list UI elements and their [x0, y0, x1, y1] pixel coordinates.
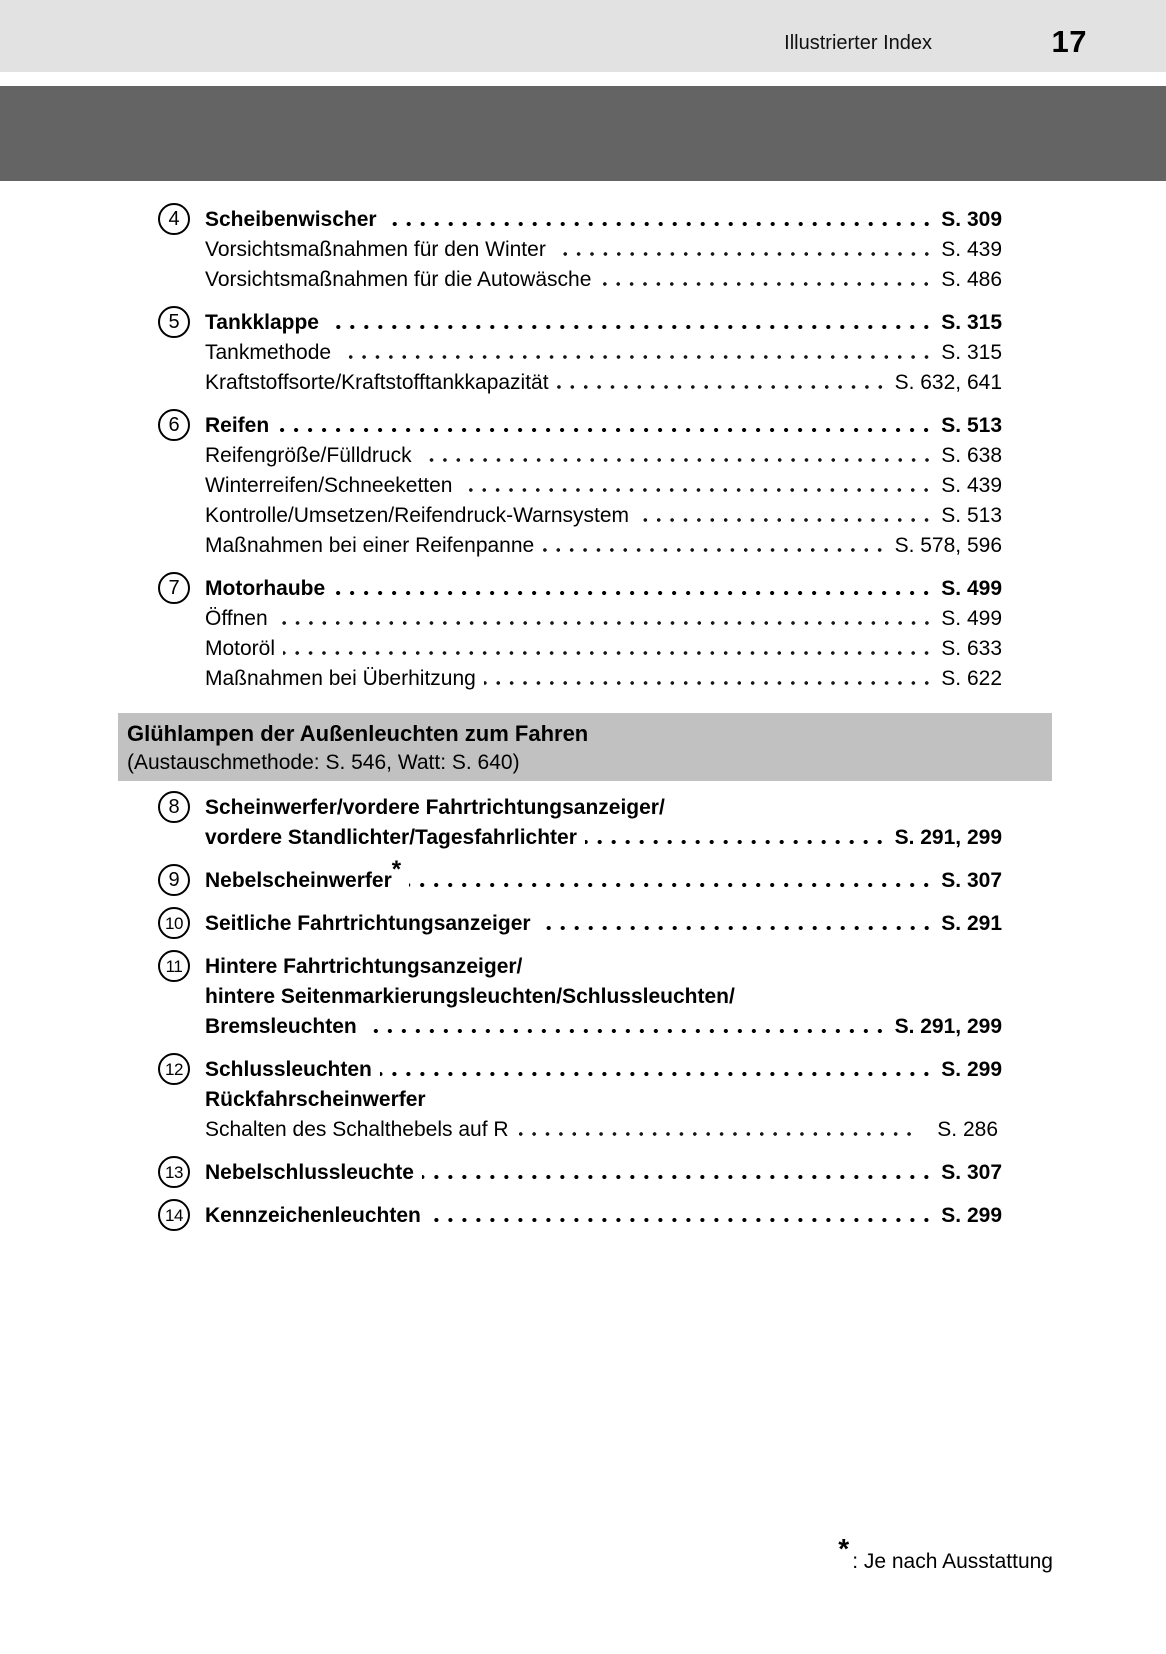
header-page-number: 17 [1051, 24, 1087, 59]
toc-subentry [0, 441, 1002, 471]
entry-number: 9 [168, 869, 180, 892]
entry-number-circle [158, 864, 190, 896]
toc-subentry [0, 471, 1002, 501]
dot-leader [577, 840, 895, 844]
entry-title: Nebelscheinwerfer [205, 869, 392, 892]
toc-entry-5 [0, 308, 1002, 338]
entry-title: Nebelschlussleuchte [205, 1161, 414, 1184]
entry-number: 10 [165, 913, 183, 933]
toc-subentry [0, 1115, 1002, 1145]
toc-section-1 [0, 180, 1002, 694]
page-ref: S. 638 [941, 444, 1002, 467]
page-ref: S. 513 [941, 504, 1002, 527]
page-ref: S. 291, 299 [894, 1015, 1002, 1038]
toc-entry-11-continued [0, 982, 1002, 1012]
entry-number-circle [158, 203, 190, 235]
entry-number-circle [158, 791, 190, 823]
toc-subentry [0, 338, 1002, 368]
page-ref: S. 307 [941, 869, 1002, 892]
dot-leader [534, 548, 894, 552]
page-ref: S. 578, 596 [894, 534, 1002, 557]
dot-leader [549, 385, 895, 389]
entry-title: Kennzeichenleuchten [205, 1204, 421, 1227]
page-ref: S. 622 [941, 667, 1002, 690]
dot-leader [268, 621, 942, 625]
toc-entry-12 [0, 1055, 1002, 1085]
dot-leader [591, 282, 941, 286]
chapter-divider-band [0, 86, 1166, 181]
toc-entry-4 [0, 205, 1002, 235]
page-ref: S. 299 [941, 1204, 1002, 1227]
page-ref: S. 513 [941, 414, 1002, 437]
footnote [815, 1530, 1053, 1593]
toc-entry-6 [0, 411, 1002, 441]
entry-number-circle [158, 1053, 190, 1085]
entry-number-circle [158, 907, 190, 939]
header-section-label: Illustrierter Index [784, 32, 932, 54]
toc-section-2 [0, 781, 1002, 1231]
entry-number: 12 [165, 1059, 183, 1079]
footnote-asterisk: * [838, 1533, 850, 1564]
entry-title-line3: Bremsleuchten [205, 1015, 357, 1038]
dot-leader [325, 591, 941, 595]
page-ref: S. 486 [941, 268, 1002, 291]
page-ref: S. 439 [941, 474, 1002, 497]
entry-title-line1: Hintere Fahrtrichtungsanzeiger/ [205, 955, 523, 978]
entry-subtitle: Rückfahrscheinwerfer [205, 1088, 426, 1111]
entry-title: Reifen [205, 414, 270, 437]
entry-title: Seitliche Fahrtrichtungsanzeiger [205, 912, 531, 935]
page-ref: S. 315 [941, 311, 1002, 334]
dot-leader [372, 1072, 941, 1076]
entry-number: 8 [168, 796, 180, 819]
dot-leader [401, 883, 941, 887]
dot-leader [421, 1218, 941, 1222]
toc-subentry [0, 235, 1002, 265]
subentry-label: Maßnahmen bei einer Reifenpanne [205, 534, 535, 557]
dot-leader [414, 1175, 941, 1179]
footnote-text: : Je nach Ausstattung [852, 1550, 1053, 1573]
toc-subentry [0, 368, 1002, 398]
toc-subentry [0, 265, 1002, 295]
toc-subentry [0, 531, 1002, 561]
entry-number-circle [158, 950, 190, 982]
toc-entry-11-continued [0, 1012, 1002, 1042]
dot-leader [452, 488, 941, 492]
page-ref: S. 439 [941, 238, 1002, 261]
dot-leader [412, 458, 942, 462]
page-ref: S. 291 [941, 912, 1002, 935]
subentry-label: Reifengröße/Fülldruck [205, 444, 412, 467]
toc-entry-7 [0, 574, 1002, 604]
entry-number: 13 [165, 1162, 183, 1182]
entry-number: 11 [165, 956, 183, 976]
page-ref: S. 309 [941, 208, 1002, 231]
page-header [0, 0, 1166, 72]
entry-title-line1: Scheinwerfer/vordere Fahrtrichtungsanzeiger/ [205, 796, 665, 819]
toc-entry-14 [0, 1201, 1002, 1231]
entry-number-circle [158, 1156, 190, 1188]
dot-leader [275, 651, 941, 655]
toc-subentry [0, 634, 1002, 664]
subentry-label: Öffnen [205, 607, 268, 630]
dot-leader [331, 355, 941, 359]
toc-entry-8-continued [0, 823, 1002, 853]
entry-title: Schlussleuchten [205, 1058, 372, 1081]
page-ref: S. 499 [941, 577, 1002, 600]
dot-leader [546, 252, 941, 256]
toc-entry-10 [0, 909, 1002, 939]
entry-title: Motorhaube [205, 577, 326, 600]
subentry-label: Motoröl [205, 637, 276, 660]
entry-title-line2: vordere Standlichter/Tagesfahrlichter [205, 826, 577, 849]
subentry-label: Vorsichtsmaßnahmen für den Winter [205, 238, 546, 261]
entry-title: Scheibenwischer [205, 208, 377, 231]
entry-number: 5 [168, 311, 180, 334]
toc-entry-9: 9 Nebelscheinwerfer * S. 307 [0, 866, 1002, 896]
subentry-label: Kontrolle/Umsetzen/Reifendruck-Warnsystem [205, 504, 630, 527]
toc-subentry [0, 501, 1002, 531]
entry-number-circle [158, 306, 190, 338]
page-ref: S. 291, 299 [894, 826, 1002, 849]
page-ref: S. 633 [941, 637, 1002, 660]
page-ref: S. 286 [937, 1118, 998, 1141]
entry-number: 6 [168, 414, 180, 437]
entry-title-line2: hintere Seitenmarkierungsleuchten/Schlussleuchten/ [205, 985, 735, 1008]
page-ref: S. 632, 641 [894, 371, 1002, 394]
page-ref: S. 307 [941, 1161, 1002, 1184]
dot-leader [269, 428, 941, 432]
entry-number: 14 [165, 1205, 183, 1225]
subentry-label: Kraftstoffsorte/Kraftstofftankkapazität [205, 371, 549, 394]
dot-leader [629, 518, 941, 522]
subentry-label: Maßnahmen bei Überhitzung [205, 667, 476, 690]
entry-title: Tankklappe [205, 311, 319, 334]
toc-entry-13 [0, 1158, 1002, 1188]
dot-leader [509, 1132, 924, 1136]
page-ref: S. 499 [941, 607, 1002, 630]
dot-leader [476, 681, 941, 685]
subentry-label: Schalten des Schalthebels auf R [205, 1118, 509, 1141]
subentry-label: Vorsichtsmaßnahmen für die Autowäsche [205, 268, 592, 291]
subentry-label: Tankmethode [205, 341, 332, 364]
toc-entry-8 [0, 793, 1002, 823]
entry-number-circle [158, 572, 190, 604]
dot-leader [319, 325, 941, 329]
dot-leader [531, 926, 942, 930]
entry-number-circle [158, 409, 190, 441]
section-banner [118, 713, 1052, 781]
toc-entry-12-subtitle [0, 1085, 1002, 1115]
toc-subentry [0, 664, 1002, 694]
page-ref: S. 315 [941, 341, 1002, 364]
subentry-label: Winterreifen/Schneeketten [205, 474, 453, 497]
page-ref: S. 299 [941, 1058, 1002, 1081]
banner-subtitle: (Austauschmethode: S. 546, Watt: S. 640) [127, 751, 520, 774]
entry-number: 7 [168, 577, 180, 600]
entry-number: 4 [168, 208, 180, 231]
entry-number-circle [158, 1199, 190, 1231]
dot-leader [357, 1029, 895, 1033]
toc-subentry [0, 604, 1002, 634]
banner-title: Glühlampen der Außenleuchten zum Fahren [127, 721, 589, 746]
toc-entry-11 [0, 952, 1002, 982]
dot-leader [377, 222, 942, 226]
